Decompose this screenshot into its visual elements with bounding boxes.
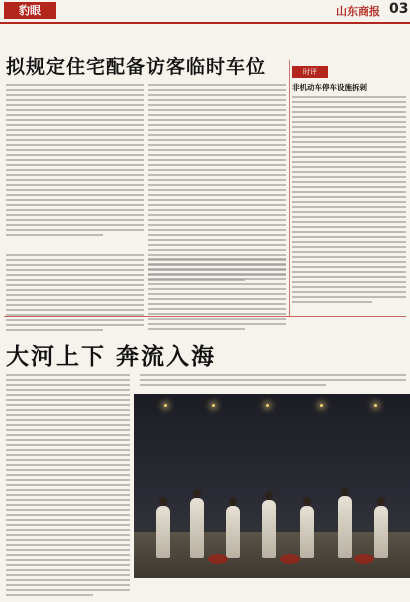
story1-column-2b [148,258,286,333]
masthead [0,0,410,24]
commentary-title: 非机动车停车设施拆剁 [292,83,367,92]
photo-caption [134,580,410,586]
page-number: 03 [389,1,409,17]
story1-column-2 [148,84,286,284]
event-photo [134,394,410,578]
story2-headline: 大河上下 奔流入海 [6,344,217,370]
story2-column-top [140,374,406,389]
sidebar-divider [289,60,290,316]
story-divider [4,316,406,317]
commentary-body [292,96,406,306]
story2-column-1 [6,374,130,599]
section-logo: 豹眼 [4,2,56,19]
commentary-tag: 时评 [292,66,328,78]
paper-name: 山东商报 [336,5,380,18]
story1-column-1 [6,84,144,239]
story1-column-1b [6,254,144,334]
story1-headline: 拟规定住宅配备访客临时车位 [6,56,267,78]
